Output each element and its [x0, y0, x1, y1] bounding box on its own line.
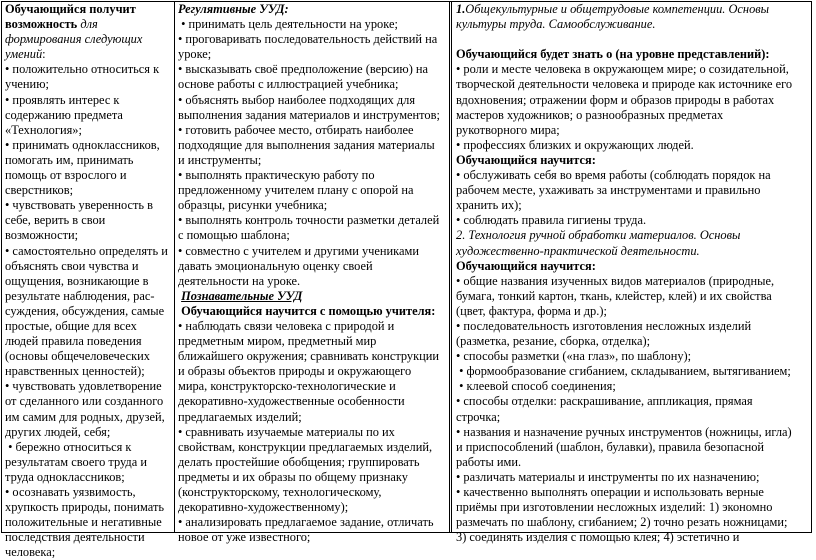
personal-results-column: Обучающийся получит возможность для формирования следующих умений: • положительно относиться к учению; • проявлять интерес к содержанию предмета «Технология»; • принимать одноклассников, помогать им, принимать помощь от взрослого и сверстников; • чувствовать уверенность в себе, верить в свои возможности; • самостоятельно определять и объяснять свои чувства и ощущения, возникающие в результате наблюдения, рас- суждения, обсуждения, самые простые, общие для всех людей правила поведения (основы общечеловеческих нравственных ценностей); • чувствовать удовлетворение от сделанного или созданного им самим для родных, друзей, других людей, себя; • бережно относиться к результатам своего труда и труда одноклассников; • осознавать уязвимость, хрупкость природы, понимать положительные и негативные последствия деятельности человека; [2, 2, 175, 532]
learn2-heading: Обучающийся научится: [456, 258, 596, 273]
learn-heading: Обучающийся научится: [456, 152, 596, 167]
cog-heading: Познавательные УУД [181, 288, 303, 303]
col1-heading-bold: Обучающийся получит [5, 2, 136, 16]
reg-heading: Регулятивные УУД: [178, 2, 289, 16]
uud-column: Регулятивные УУД: • принимать цель деятельности на уроке; • проговаривать последовательность действий на уроке; • высказывать своё предположение (версию) на основе работы с иллюстрацией учебника; • объяснять выбор наиболее подходящих для выполнения задания материалов и инструментов; • готовить рабочее место, отбирать наиболее подходящие для выполнения задания материалы и инструменты; • выполнять практическую работу по предложенному учителем плану с опорой на образцы, рисунки учебника; • выполнять контроль точности разметки деталей с помощью шаблона; • совместно с учителем и другими учениками давать эмоциональную оценку своей деятельности на уроке. Познавательные УУД Обучающийся научится с помощью учителя: • наблюдать связи человека с природой и предметным миром, предметный мир ближайшего окружения; сравнивать конструкции и образы объектов природы и окружающего мира, конструкторско-технологические и декоративно-художественные особенности предлагаемых изделий; • сравнивать изучаемые материалы по их свойствам, конструкции предлагаемых изделий, делать простейшие обобщения; группировать предметы и их образы по общему признаку (конструкторскому, технологическому, декоративно-художественному); • анализировать предлагаемое задание, отличать новое от уже известного; [175, 2, 452, 532]
subject-results-column: 1.Общекультурные и общетрудовые компетенции. Основы культуры труда. Самообслуживание. Обучающийся будет знать о (на уровне представлений): • роли и месте человека в окружающем мире; о созидательной, творческой деятельности человека и природе как источнике его вдохновения; отражении форм и образов природы в работах мастеров художников; о разнообразных предметах рукотворного мира; • профессиях близких и окружающих людей. Обучающийся научится: • обслуживать себя во время работы (соблюдать порядок на рабочем месте, ухаживать за инструментами и правильно хранить их); • соблюдать правила гигиены труда. 2. Технология ручной обработки материалов. Основы художественно-практической деятельности. Обучающийся научится: • общие названия изученных видов материалов (природные, бумага, тонкий картон, ткань, клейстер, клей) и их свойства (цвет, фактура, форма и др.); • последовательность изготовления несложных изделий (разметка, резание, сборка, отделка); • способы разметки («на глаз», по шаблону); • формообразование сгибанием, складыванием, вытягиванием; • клеевой способ соединения; • способы отделки: раскрашивание, аппликация, прямая строчка; • названия и назначение ручных инструментов (ножницы, игла) и приспособлений (шаблон, булавки), правила безопасной работы ими. • различать материалы и инструменты по их назначению; • качественно выполнять операции и использовать верные приёмы при изготовлении несложных изделий: 1) экономно размечать по шаблону, сгибанием; 2) точно резать ножницами; 3) соединять изделия с помощью клея; 4) эстетично и [456, 2, 793, 545]
know-heading: Обучающийся будет знать о (на уровне представлений): [456, 47, 770, 62]
curriculum-table [1, 1, 812, 560]
cog-subheading: Обучающийся научится с помощью учителя: [181, 303, 436, 318]
